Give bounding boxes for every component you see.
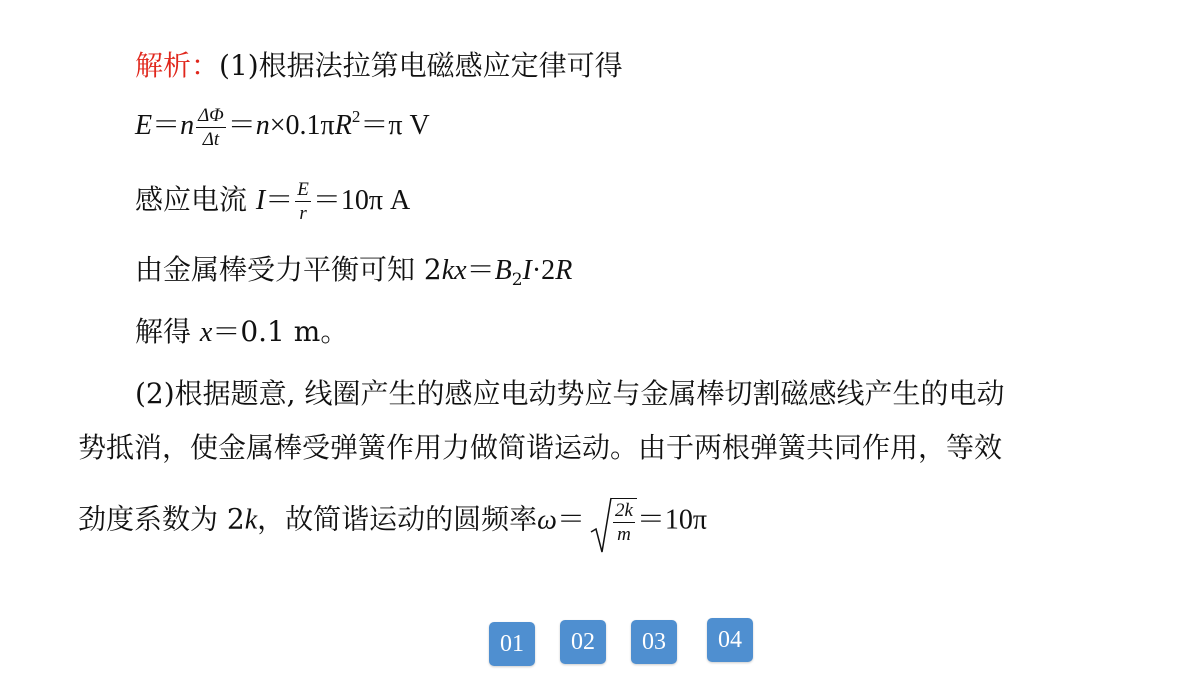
var-I: I bbox=[522, 255, 532, 286]
result: ＝π V bbox=[360, 109, 430, 141]
var-x: x bbox=[199, 317, 213, 348]
nav-button-04[interactable]: 04 bbox=[707, 618, 753, 662]
var-k: k bbox=[244, 504, 258, 536]
equation-solution bbox=[135, 315, 349, 348]
fraction-2k-m bbox=[613, 501, 635, 544]
nav-button-01[interactable]: 01 bbox=[489, 622, 535, 666]
solution-prefix: 解得 bbox=[135, 315, 200, 348]
equation-emf bbox=[135, 106, 430, 149]
result: ＝10π bbox=[636, 504, 708, 536]
var-omega: ω bbox=[537, 504, 557, 536]
nav-button-03[interactable]: 03 bbox=[631, 620, 677, 664]
sqrt-icon bbox=[589, 494, 613, 556]
var-n: n bbox=[180, 109, 195, 141]
part2-line3 bbox=[78, 498, 707, 544]
var-E: E bbox=[135, 109, 153, 141]
var-R: R bbox=[555, 255, 573, 286]
frac-den: r bbox=[299, 203, 307, 224]
frac-den: Δt bbox=[202, 129, 220, 150]
balance-prefix: 由金属棒受力平衡可知 2 bbox=[135, 253, 442, 286]
var-kx: kx bbox=[441, 255, 467, 286]
var-n: n bbox=[255, 109, 270, 141]
equation-balance bbox=[135, 253, 573, 290]
equation-current bbox=[135, 180, 410, 223]
sqrt-expression bbox=[589, 498, 637, 544]
equals: ＝ bbox=[227, 109, 256, 141]
current-prefix: 感应电流 bbox=[135, 183, 256, 216]
equals: ＝ bbox=[556, 502, 585, 536]
frac-num: E bbox=[297, 179, 309, 200]
result: ＝0.1 m。 bbox=[212, 315, 349, 348]
part2-line1: (2)根据题意, 线圈产生的感应电动势应与金属棒切割磁感线产生的电动 bbox=[135, 377, 1005, 410]
frac-num: ΔΦ bbox=[198, 105, 224, 126]
var-B: B bbox=[494, 255, 512, 286]
equals: ＝ bbox=[265, 183, 294, 216]
stiffness-prefix: 劲度系数为 2 bbox=[78, 502, 245, 536]
equals: ＝ bbox=[466, 253, 495, 286]
multiply: ·2 bbox=[531, 255, 556, 286]
fraction-E-r bbox=[295, 180, 311, 223]
equals: ＝ bbox=[152, 109, 181, 141]
part1-intro: (1)根据法拉第电磁感应定律可得 bbox=[219, 49, 623, 82]
exponent: 2 bbox=[351, 106, 361, 126]
analysis-label: 解析： bbox=[135, 49, 220, 82]
page-nav bbox=[0, 620, 1200, 680]
omega-prefix: ，故简谐运动的圆频率 bbox=[257, 502, 538, 536]
fraction-dphi-dt bbox=[196, 106, 226, 149]
coef: ×0.1π bbox=[269, 109, 335, 141]
var-R: R bbox=[334, 109, 352, 141]
result: ＝10π A bbox=[312, 185, 411, 216]
var-I: I bbox=[255, 185, 266, 216]
subscript: 2 bbox=[511, 270, 523, 290]
nav-button-02[interactable]: 02 bbox=[560, 620, 606, 664]
frac-den: m bbox=[617, 524, 631, 545]
heading-line bbox=[135, 49, 623, 82]
part2-line2: 势抵消，使金属棒受弹簧作用力做简谐运动。由于两根弹簧共同作用，等效 bbox=[78, 431, 1003, 464]
frac-num: 2k bbox=[614, 500, 633, 521]
